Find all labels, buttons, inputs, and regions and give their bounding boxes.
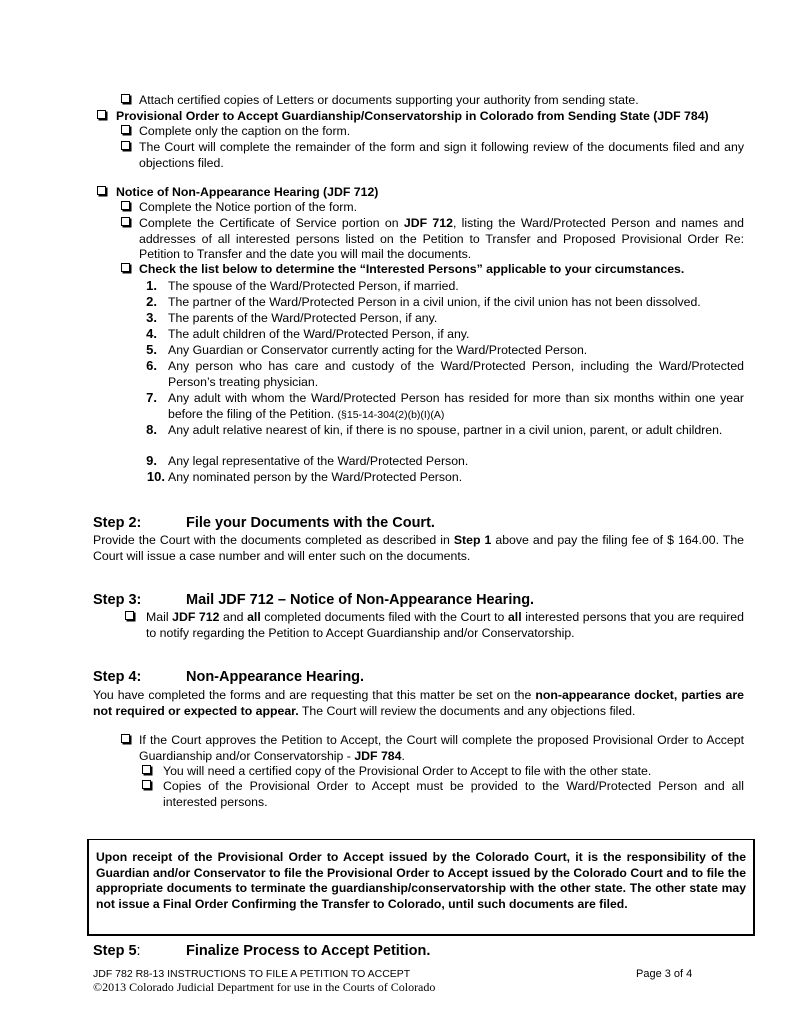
checkbox-court-approves[interactable]: [121, 734, 130, 743]
step2-label: Step 2:: [93, 515, 142, 531]
list-number: 1.: [146, 278, 157, 293]
checkbox-mail-jdf712[interactable]: [125, 611, 134, 620]
checkbox-interested-persons[interactable]: [121, 263, 130, 272]
list-item: The parents of the Ward/Protected Person, if any.: [168, 311, 438, 325]
checkbox-court-complete[interactable]: [121, 141, 130, 150]
footer-page-number: Page 3 of 4: [636, 968, 693, 980]
statute-citation: (§15-14-304(2)(b)(I)(A): [337, 408, 445, 421]
checkbox-provisional-order[interactable]: [97, 110, 106, 119]
checkbox-certificate-service[interactable]: [121, 217, 130, 226]
step4-certified-copy: You will need a certified copy of the Provisional Order to Accept to file with the other state.: [163, 764, 652, 778]
step4-copies-provided: Copies of the Provisional Order to Accept must be provided to the Ward/Protected Person and all interested persons.: [163, 779, 744, 809]
item-certificate-service: Complete the Certificate of Service portion on JDF 712, listing the Ward/Protected Person and names and addresses of all interested persons listed on the Petition to Transfer and Proposed Provisional Order Re: Petition to Transfer and the date you will mail the documents.: [139, 216, 745, 261]
list-item: Any nominated person by the Ward/Protected Person.: [168, 470, 463, 484]
list-item: The spouse of the Ward/Protected Person, if married.: [168, 279, 459, 293]
checkbox-notice-portion[interactable]: [121, 201, 130, 210]
checkbox-attach-certified[interactable]: [121, 94, 130, 103]
step4-label: Step 4:: [93, 669, 142, 685]
list-item: The partner of the Ward/Protected Person in a civil union, if the civil union has not been dissolved.: [168, 295, 701, 309]
checkbox-certified-copy[interactable]: [142, 765, 151, 774]
step4-title: Non-Appearance Hearing.: [186, 669, 365, 685]
list-item: The adult children of the Ward/Protected Person, if any.: [168, 327, 470, 341]
step3-mail-item: Mail JDF 712 and all completed documents filed with the Court to all interested persons that you are required to notify regarding the Petition to Accept Guardianship and/or Conservatorship.: [146, 610, 744, 640]
list-number: 5.: [146, 342, 157, 357]
list-number: 3.: [146, 310, 157, 325]
list-number: 2.: [146, 294, 157, 309]
step5-title: Finalize Process to Accept Petition.: [186, 943, 431, 959]
step2-title: File your Documents with the Court.: [186, 515, 435, 531]
checkbox-notice-heading[interactable]: [97, 186, 106, 195]
provisional-order-heading: Provisional Order to Accept Guardianship/Conservatorship in Colorado from Sending State (JDF 784): [116, 109, 709, 123]
list-item: Any person who has care and custody of the Ward/Protected Person, including the Ward/Protected Person’s treating physician.: [168, 359, 744, 389]
notice-section-heading: Notice of Non-Appearance Hearing (JDF 712): [116, 185, 379, 199]
checkbox-copies-provided[interactable]: [142, 780, 151, 789]
step5-label: Step 5:: [93, 943, 141, 959]
step4-court-approves: If the Court approves the Petition to Accept, the Court will complete the proposed Provisional Order to Accept Guardianship and/or Conservatorship - JDF 784.: [139, 733, 744, 763]
important-notice-text: Upon receipt of the Provisional Order to Accept issued by the Colorado Court, it is the responsibility of the Guardian and/or Conservator to file the Provisional Order to Accept issued by the Colorado Court and to file the appropriate documents to terminate the guardianship/conservatorship with the other state. The other state may not issue a Final Order Confirming the Transfer to Colorado, until such documents are filed.: [96, 850, 746, 911]
step3-label: Step 3:: [93, 592, 142, 608]
list-number: 4.: [146, 326, 157, 341]
checkbox-caption-only[interactable]: [121, 125, 130, 134]
list-item: Any adult with whom the Ward/Protected Person has resided for more than six months within one year before the filing of the Petition. (§15-14-304(2)(b)(I)(A): [168, 391, 744, 421]
step2-body: Provide the Court with the documents completed as described in Step 1 above and pay the filing fee of $ 164.00. The Court will issue a case number and will enter such on the documents.: [93, 533, 744, 563]
list-number: 7.: [146, 390, 157, 405]
list-number: 10.: [146, 469, 165, 484]
footer-copyright: ©2013 Colorado Judicial Department for use in the Courts of Colorado: [93, 980, 436, 994]
list-number: 9.: [146, 453, 157, 468]
step3-title: Mail JDF 712 – Notice of Non-Appearance Hearing.: [186, 592, 535, 608]
footer-form-id: JDF 782 R8-13 INSTRUCTIONS TO FILE A PETITION TO ACCEPT: [93, 968, 411, 980]
list-number: 6.: [146, 358, 157, 373]
item-caption-only: Complete only the caption on the form.: [139, 124, 351, 138]
list-item: Any adult relative nearest of kin, if there is no spouse, partner in a civil union, parent, or adult children.: [168, 423, 723, 437]
step4-paragraph: You have completed the forms and are requesting that this matter be set on the non-appearance docket, parties are not required or expected to appear. The Court will review the documents and any objections filed.: [93, 688, 744, 718]
list-item: Any legal representative of the Ward/Protected Person.: [168, 454, 469, 468]
check-list-instruction: Check the list below to determine the “Interested Persons” applicable to your circumstances.: [139, 262, 685, 276]
list-number: 8.: [146, 422, 157, 437]
item-notice-portion: Complete the Notice portion of the form.: [139, 200, 358, 214]
important-notice-box: [87, 839, 755, 935]
item-court-complete: The Court will complete the remainder of the form and sign it following review of the documents filed and any objections filed.: [139, 140, 744, 170]
item-attach-certified: Attach certified copies of Letters or documents supporting your authority from sending state.: [139, 93, 639, 107]
list-item: Any Guardian or Conservator currently acting for the Ward/Protected Person.: [168, 343, 588, 357]
